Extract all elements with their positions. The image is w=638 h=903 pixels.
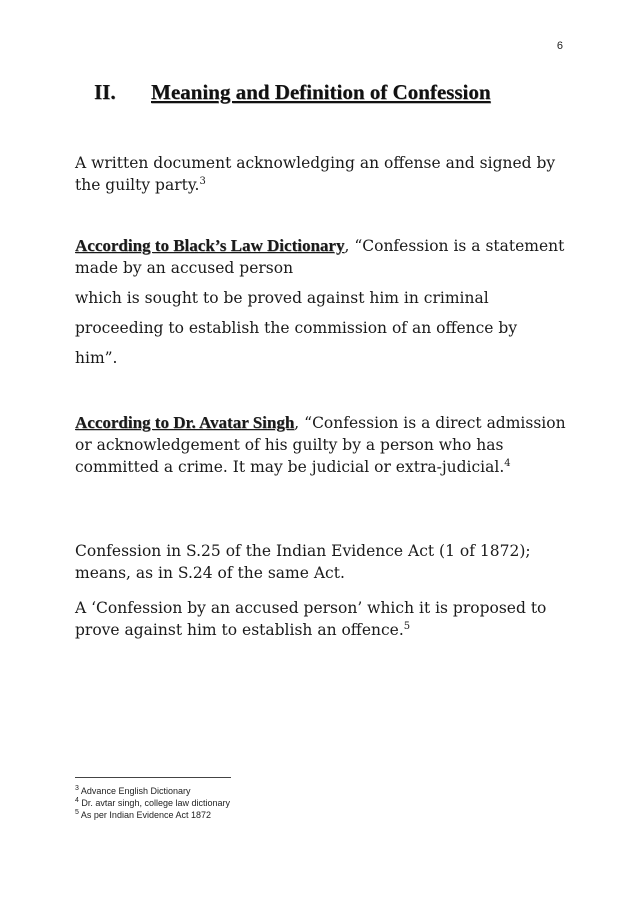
footnote-item: $^5$ As per Indian Evidence Act 1872 bbox=[75, 809, 212, 820]
page-number: 6 bbox=[556, 40, 563, 52]
paragraph-text: A ‘Confession by an accused person’ which it is proposed to prove against him to establish an offence. bbox=[75, 599, 547, 639]
paragraph-written-document bbox=[75, 152, 575, 196]
source-blacks-law-dictionary: According to Black’s Law Dictionary bbox=[75, 236, 345, 255]
footnote-ref: 4 bbox=[504, 457, 511, 469]
footnote-item: $^4$ Dr. avtar singh, college law dictionary bbox=[75, 797, 230, 808]
paragraph-avatar-singh bbox=[75, 412, 575, 478]
footnote-item: $^3$ Advance English Dictionary bbox=[75, 785, 191, 796]
paragraph-text: Confession in S.25 of the Indian Evidence Act (1 of 1872); means, as in S.24 of the same Act. bbox=[75, 542, 531, 582]
source-dr-avatar-singh: According to Dr. Avatar Singh bbox=[75, 413, 295, 432]
footnote-ref: 3 bbox=[199, 175, 206, 187]
paragraph-text: , “Confession is a direct admission or acknowledgement of his guilty by a person who has committed a crime. It may be judicial or extra-judicial. bbox=[75, 414, 566, 476]
paragraph-line: which is sought to be proved against him in criminal bbox=[75, 289, 489, 307]
paragraph-blacks-law bbox=[75, 235, 575, 369]
footnotes bbox=[75, 785, 230, 821]
footnote-divider bbox=[75, 777, 231, 778]
paragraph-text: A written document acknowledging an offense and signed by the guilty party. bbox=[75, 154, 556, 194]
paragraph-evidence-act bbox=[75, 540, 575, 584]
paragraph-line: proceeding to establish the commission of an offence by bbox=[75, 319, 518, 337]
paragraph-text: , “Confession is a statement made by an accused person bbox=[75, 237, 565, 277]
footnote-ref: 5 bbox=[403, 620, 411, 632]
paragraph-accused-confession bbox=[75, 597, 575, 641]
section-heading bbox=[94, 80, 564, 105]
paragraph-line: him”. bbox=[75, 349, 118, 367]
section-title: Meaning and Definition of Confession bbox=[151, 80, 491, 104]
section-number: II. bbox=[94, 80, 116, 104]
